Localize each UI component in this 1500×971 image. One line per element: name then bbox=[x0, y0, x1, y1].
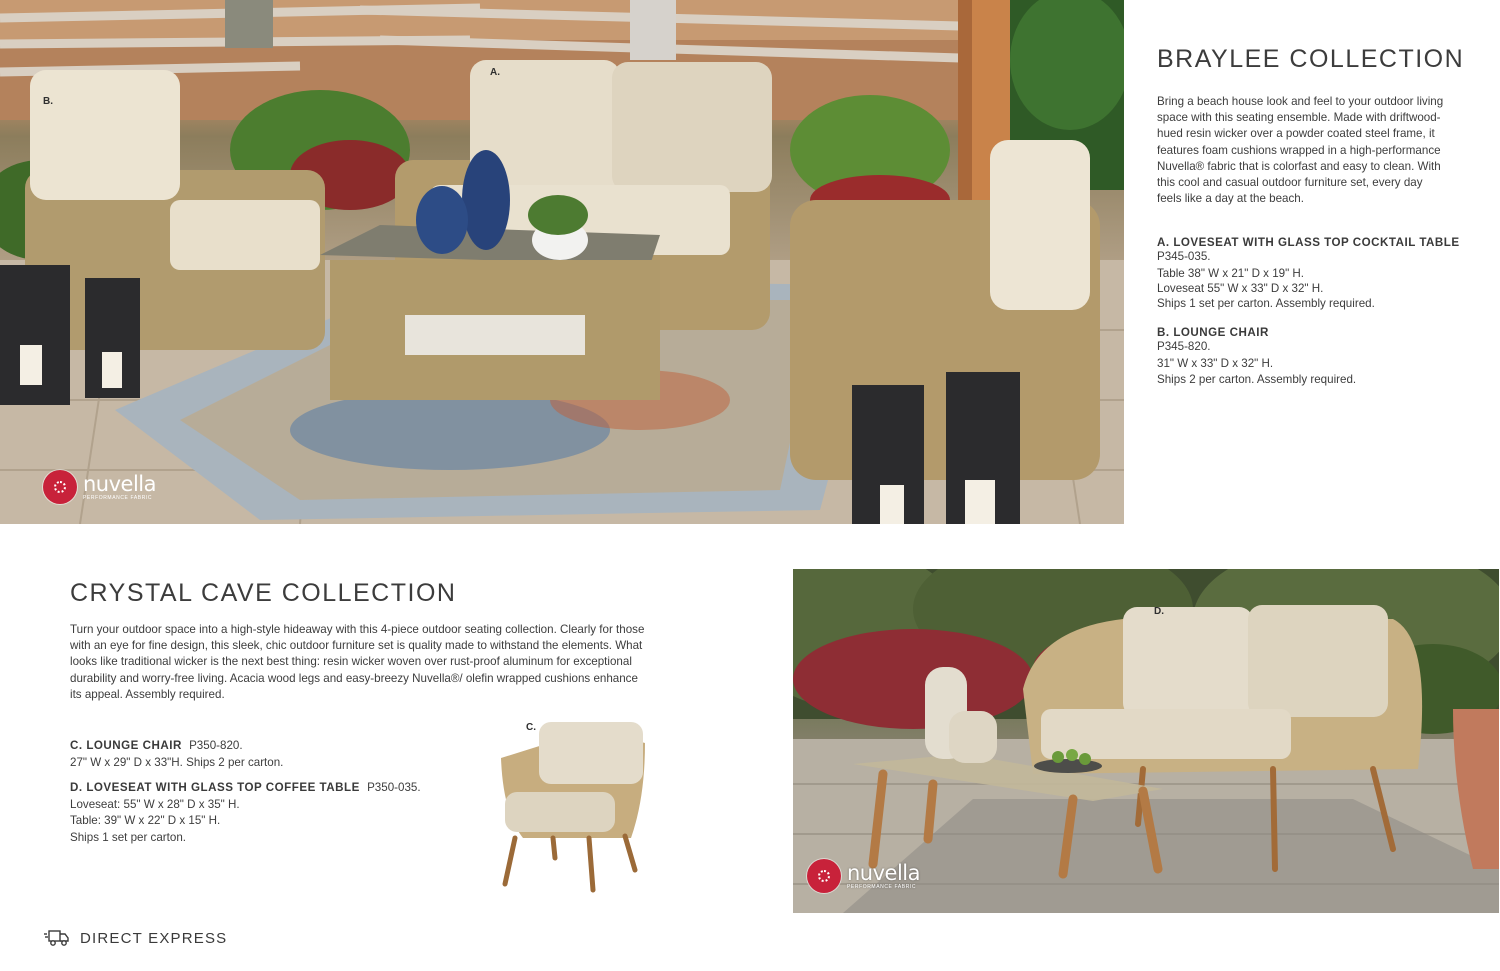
item-a-shipping: Ships 1 set per carton. Assembly required. bbox=[1157, 297, 1375, 310]
item-b-heading: B. LOUNGE CHAIR bbox=[1157, 326, 1269, 339]
direct-express-label: DIRECT EXPRESS bbox=[80, 929, 228, 947]
direct-express-footer bbox=[44, 929, 227, 947]
braylee-item-a bbox=[1157, 236, 1487, 313]
item-b-dims: 31" W x 33" D x 32" H. bbox=[1157, 356, 1274, 370]
delivery-truck-icon bbox=[44, 929, 70, 947]
crystal-cave-item-c bbox=[70, 738, 490, 771]
nuvella-logo bbox=[43, 470, 156, 504]
item-a-sku: P345-035. bbox=[1157, 250, 1211, 263]
item-a-heading: A. LOVESEAT WITH GLASS TOP COCKTAIL TABLE bbox=[1157, 236, 1460, 249]
item-d-loveseat-dims: Loveseat: 55" W x 28" D x 35" H. bbox=[70, 797, 240, 811]
nuvella-flower-icon bbox=[807, 859, 841, 893]
item-marker-c: C. bbox=[526, 722, 536, 733]
item-c-details: 27" W x 29" D x 33"H. Ships 2 per carton. bbox=[70, 755, 284, 769]
crystal-cave-title: CRYSTAL CAVE COLLECTION bbox=[70, 579, 457, 607]
item-marker-b: B. bbox=[43, 96, 53, 107]
braylee-item-b bbox=[1157, 326, 1487, 389]
item-d-shipping: Ships 1 set per carton. bbox=[70, 830, 186, 844]
item-c-sku: P350-820. bbox=[189, 739, 243, 752]
crystal-cave-description: Turn your outdoor space into a high-style hideaway with this 4-piece outdoor seating collection. Clearly for those with an eye for fine design, this sleek, chic outdoor furniture set is quality made to withstand the elements. What looks like traditional wicker is the next best thing: resin wicker woven over rust-proof aluminum for exceptional durability and worry-free living. Acacia wood legs and easy-breezy Nuvella®/ olefin wrapped cushions enhance its appeal. Assembly required. bbox=[70, 623, 645, 701]
crystal-cave-item-d bbox=[70, 780, 490, 846]
crystal-cave-collection-photo bbox=[793, 569, 1499, 913]
braylee-description: Bring a beach house look and feel to your outdoor living space with this seating ensemble. Made with driftwood-hued resin wicker over a powder coated steel frame, it features foam cushions wrapped in a high-performance Nuvella® fabric that is colorfast and easy to clean. With this cool and casual outdoor furniture set, every day feels like a day at the beach. bbox=[1157, 95, 1444, 206]
nuvella-wordmark: nuvella bbox=[83, 471, 157, 496]
lounge-chair-c-drawing bbox=[493, 718, 653, 893]
nuvella-tagline: PERFORMANCE FABRIC bbox=[83, 494, 153, 501]
braylee-scene bbox=[0, 0, 1124, 524]
nuvella-wordmark: nuvella bbox=[847, 860, 921, 885]
item-b-sku: P345-820. bbox=[1157, 340, 1211, 353]
nuvella-flower-icon bbox=[43, 470, 77, 504]
nuvella-logo-2 bbox=[807, 859, 920, 893]
item-d-heading: D. LOVESEAT WITH GLASS TOP COFFEE TABLE bbox=[70, 781, 360, 794]
item-a-loveseat-dims: Loveseat 55" W x 33" D x 32" H. bbox=[1157, 282, 1324, 295]
lounge-chair-c-image bbox=[493, 718, 653, 893]
item-d-sku: P350-035. bbox=[367, 781, 421, 794]
item-b-shipping: Ships 2 per carton. Assembly required. bbox=[1157, 373, 1357, 386]
item-marker-d: D. bbox=[1154, 606, 1164, 617]
nuvella-tagline: PERFORMANCE FABRIC bbox=[847, 883, 917, 890]
item-a-table-dims: Table 38" W x 21" D x 19" H. bbox=[1157, 266, 1305, 280]
item-d-table-dims: Table: 39" W x 22" D x 15" H. bbox=[70, 814, 221, 827]
braylee-title: BRAYLEE COLLECTION bbox=[1157, 45, 1465, 73]
item-marker-a: A. bbox=[490, 67, 500, 78]
item-c-heading: C. LOUNGE CHAIR bbox=[70, 739, 182, 752]
braylee-collection-photo bbox=[0, 0, 1124, 524]
